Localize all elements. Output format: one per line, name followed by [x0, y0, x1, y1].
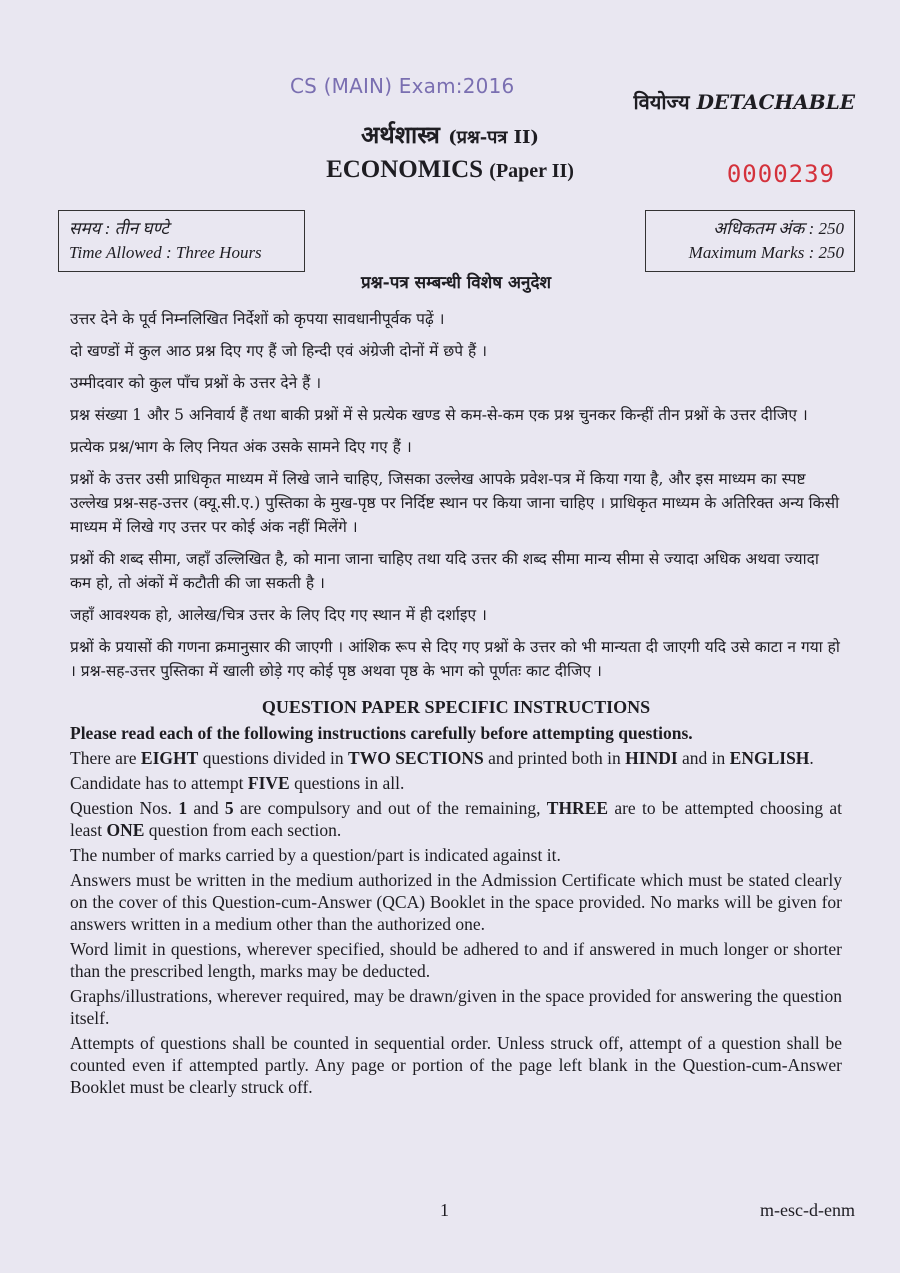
time-allowed-hindi: समय : तीन घण्टे	[69, 219, 169, 238]
document-code: m-esc-d-enm	[760, 1200, 855, 1220]
hindi-title	[0, 118, 900, 151]
time-allowed-english: Time Allowed : Three Hours	[69, 243, 262, 262]
hindi-instruction: दो खण्डों में कुल आठ प्रश्न दिए गए हैं जो हिन्दी एवं अंग्रेजी दोनों में छपे हैं ।	[70, 342, 487, 360]
hindi-title-main: अर्थशास्त्र	[361, 120, 440, 149]
hindi-instruction: प्रश्नों की शब्द सीमा, जहाँ उल्लिखित है, को माना जाना चाहिए तथा यदि उत्तर की शब्द सीमा मान्य सीमा से ज्यादा अधिक अथवा ज्यादा कम हो, तो अंकों में कटौती की जा सकती है ।	[70, 550, 819, 592]
detachable-hindi: वियोज्य	[633, 90, 690, 114]
exam-stamp: CS (MAIN) Exam:2016	[290, 74, 515, 98]
hindi-instruction: उत्तर देने के पूर्व निम्नलिखित निर्देशों को कृपया सावधानीपूर्वक पढ़ें ।	[70, 310, 445, 328]
detachable-label	[633, 88, 855, 115]
hindi-instruction: प्रश्नों के उत्तर उसी प्राधिकृत माध्यम में लिखे जाने चाहिए, जिसका उल्लेख आपके प्रवेश-पत्र में किया गया है, और इस माध्यम का स्पष्ट उल्लेख प्रश्न-सह-उत्तर (क्यू.सी.ए.) पुस्तिका के मुख-पृष्ठ पर निर्दिष्ट स्थान पर किया जाना चाहिए । प्राधिकृत माध्यम के अतिरिक्त अन्य किसी माध्यम में लिखे गए उत्तर पर कोई अंक नहीं मिलेंगे ।	[70, 470, 840, 536]
english-instruction: There are EIGHT questions divided in TWO SECTIONS and printed both in HINDI and in ENGLISH.	[70, 748, 814, 768]
hindi-instruction: प्रश्न संख्या 1 और 5 अनिवार्य हैं तथा बाकी प्रश्नों में से प्रत्येक खण्ड से कम-से-कम एक प्रश्न चुनकर किन्हीं तीन प्रश्नों के उत्तर दीजिए ।	[70, 406, 808, 424]
maximum-marks-hindi: अधिकतम अंक : 250	[713, 219, 844, 238]
english-instruction: Answers must be written in the medium authorized in the Admission Certificate which must be stated clearly on the cover of this Question-cum-Answer (QCA) Booklet in the space provided. No marks will be given for answers written in a medium other than the authorized one.	[70, 870, 842, 934]
english-instruction: Question Nos. 1 and 5 are compulsory and out of the remaining, THREE are to be attempted choosing at least ONE question from each section.	[70, 798, 843, 840]
english-instruction-intro: Please read each of the following instructions carefully before attempting questions.	[70, 723, 693, 743]
hindi-instruction: जहाँ आवश्यक हो, आलेख/चित्र उत्तर के लिए दिए गए स्थान में ही दर्शाइए ।	[70, 606, 487, 624]
hindi-instruction: उम्मीदवार को कुल पाँच प्रश्नों के उत्तर देने हैं ।	[70, 374, 322, 392]
maximum-marks-english: Maximum Marks : 250	[688, 243, 844, 262]
maximum-marks-box	[645, 210, 855, 272]
hindi-instructions-heading: प्रश्न-पत्र सम्बन्धी विशेष अनुदेश	[360, 273, 552, 293]
english-instruction: The number of marks carried by a question/part is indicated against it.	[70, 845, 561, 865]
english-instruction: Word limit in questions, wherever specified, should be adhered to and if answered in much longer or shorter than the prescribed length, marks may be deducted.	[70, 939, 842, 981]
time-allowed-box	[58, 210, 305, 272]
hindi-instruction: प्रत्येक प्रश्न/भाग के लिए नियत अंक उसके सामने दिए गए हैं ।	[70, 438, 412, 456]
english-instruction: Attempts of questions shall be counted in sequential order. Unless struck off, attempt of a question shall be counted even if attempted partly. Any page or portion of the page left blank in the Question-cum-Answer Booklet must be clearly struck off.	[70, 1033, 842, 1097]
hindi-title-sub: (प्रश्न-पत्र II)	[448, 127, 539, 148]
page-number: 1	[440, 1200, 449, 1220]
detachable-english: DETACHABLE	[696, 90, 855, 114]
english-instructions-heading: QUESTION PAPER SPECIFIC INSTRUCTIONS	[261, 697, 651, 717]
english-title-main: ECONOMICS	[326, 156, 484, 183]
english-instruction: Candidate has to attempt FIVE questions in all.	[70, 773, 405, 793]
hindi-instruction: प्रश्नों के प्रयासों की गणना क्रमानुसार की जाएगी । आंशिक रूप से दिए गए प्रश्नों के उत्तर को भी मान्यता दी जाएगी यदि उसे काटा न गया हो । प्रश्न-सह-उत्तर पुस्तिका में खाली छोड़े गए कोई पृष्ठ अथवा पृष्ठ के भाग को पूर्णतः काट दीजिए ।	[70, 638, 840, 680]
english-title-sub: (Paper II)	[489, 160, 574, 182]
instructions-body	[70, 270, 842, 1101]
serial-number: 0000239	[726, 160, 835, 188]
english-instruction: Graphs/illustrations, wherever required, may be drawn/given in the space provided for answering the question itself.	[70, 986, 842, 1028]
